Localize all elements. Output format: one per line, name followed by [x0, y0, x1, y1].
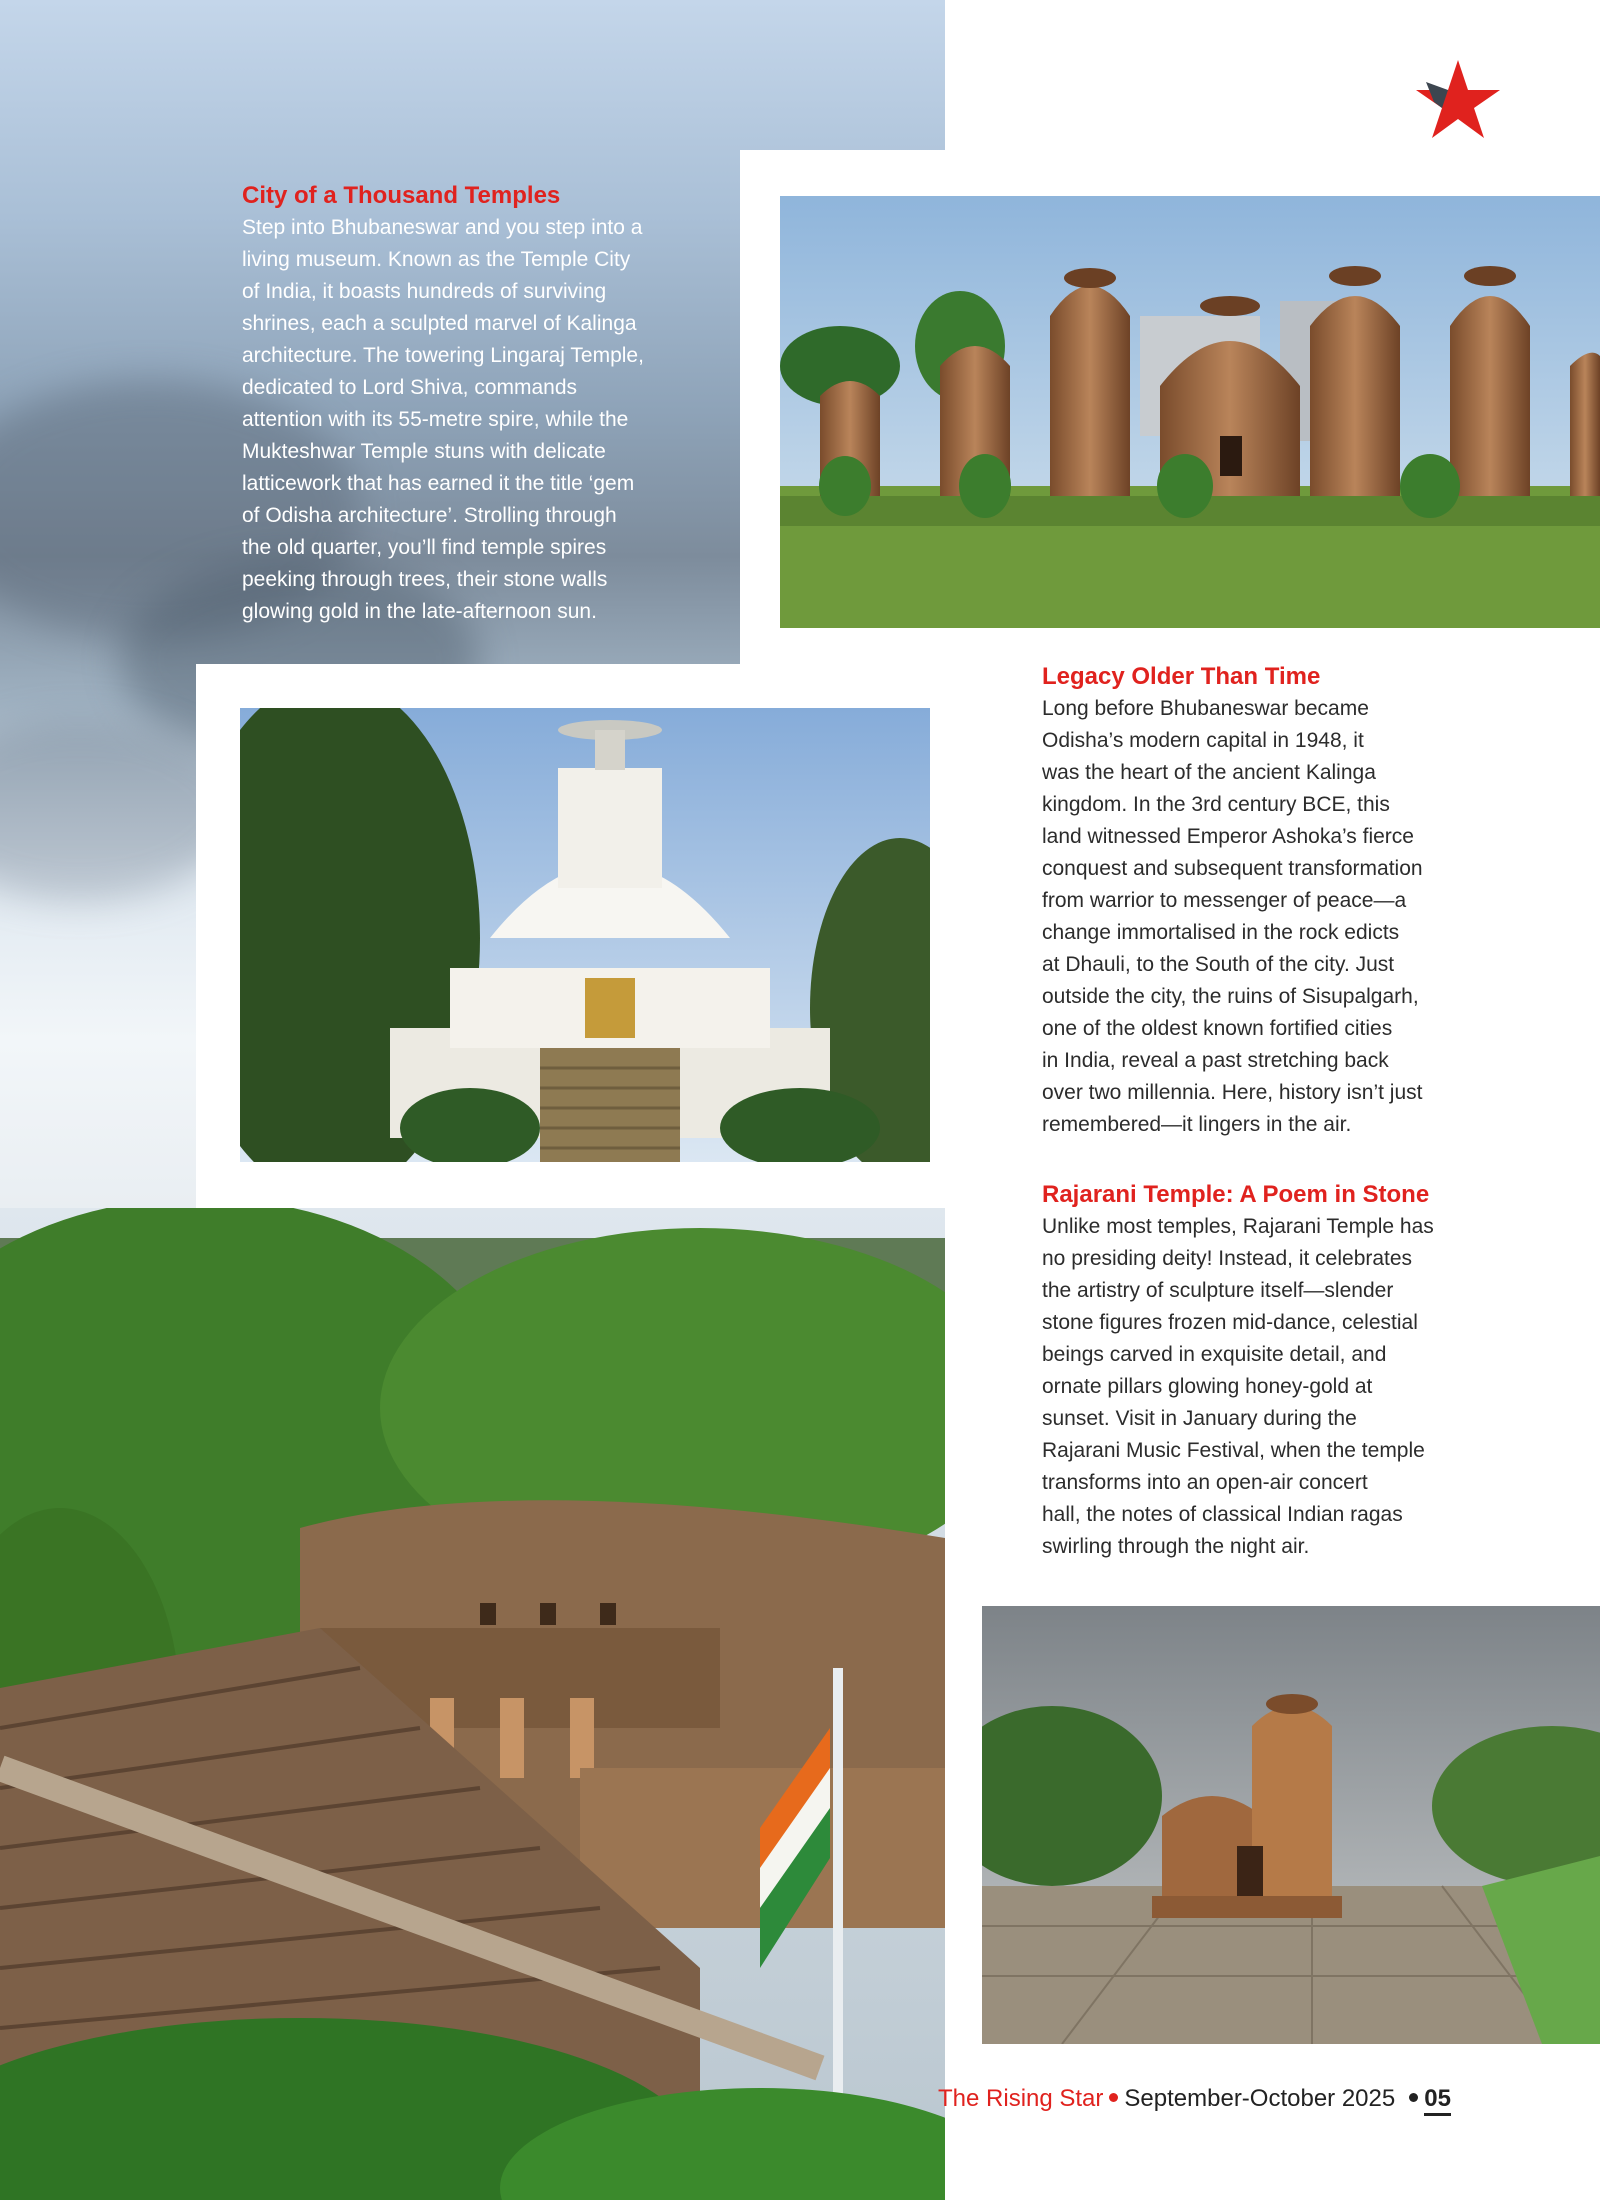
section-heading: Legacy Older Than Time [1042, 663, 1321, 690]
page-footer [938, 2083, 1538, 2119]
page-number: 05 [1424, 2085, 1451, 2116]
section-heading: Rajarani Temple: A Poem in Stone [1042, 1181, 1430, 1208]
footer-dot-icon [1109, 2093, 1118, 2102]
section-body: Long before Bhubaneswar became Odisha’s modern capital in 1948, it was the heart of the ancient Kalinga kingdom. In the 3rd century BCE, this land witnessed Emperor Ashoka’s fierce conquest and subsequent transformation from warrior to messenger of peace—a change immortalised in the rock edicts at Dhauli, to the South of the city. Just outside the city, the ruins of Sisupalgarh, one of the oldest known fortified cities in India, reveal a past stretching back over two millennia. Here, history isn’t just remembered—it lingers in the air. [1042, 697, 1423, 1136]
rajarani-temple-photo [982, 1606, 1600, 2044]
magazine-name: The Rising Star [938, 2085, 1104, 2112]
udayagiri-caves-photo [0, 1208, 945, 2200]
section-rajarani [1042, 1179, 1562, 1563]
section-heading: City of a Thousand Temples [242, 182, 561, 209]
section-body: Unlike most temples, Rajarani Temple has no presiding deity! Instead, it celebrates the artistry of sculpture itself—slender stone figures frozen mid-dance, celestial beings carved in exquisite detail, and ornate pillars glowing honey-gold at sunset. Visit in January during the Rajarani Music Festival, when the temple transforms into an open-air concert hall, the notes of classical Indian ragas swirling through the night air. [1042, 1215, 1434, 1558]
section-city-temples [242, 180, 737, 628]
star-logo-icon [1414, 56, 1502, 140]
shanti-stupa-photo [240, 708, 930, 1162]
section-legacy [1042, 661, 1562, 1141]
temple-group-photo [780, 196, 1600, 628]
section-body: Step into Bhubaneswar and you step into a living museum. Known as the Temple City of India, it boasts hundreds of surviving shrines, each a sculpted marvel of Kalinga architecture. The towering Lingaraj Temple, dedicated to Lord Shiva, commands attention with its 55-metre spire, while the Mukteshwar Temple stuns with delicate latticework that has earned it the title ‘gem of Odisha architecture’. Strolling through the old quarter, you’ll find temple spires peeking through trees, their stone walls glowing gold in the late-afternoon sun. [242, 216, 644, 623]
footer-dot-icon [1409, 2093, 1418, 2102]
issue-date: September-October 2025 [1124, 2085, 1396, 2112]
